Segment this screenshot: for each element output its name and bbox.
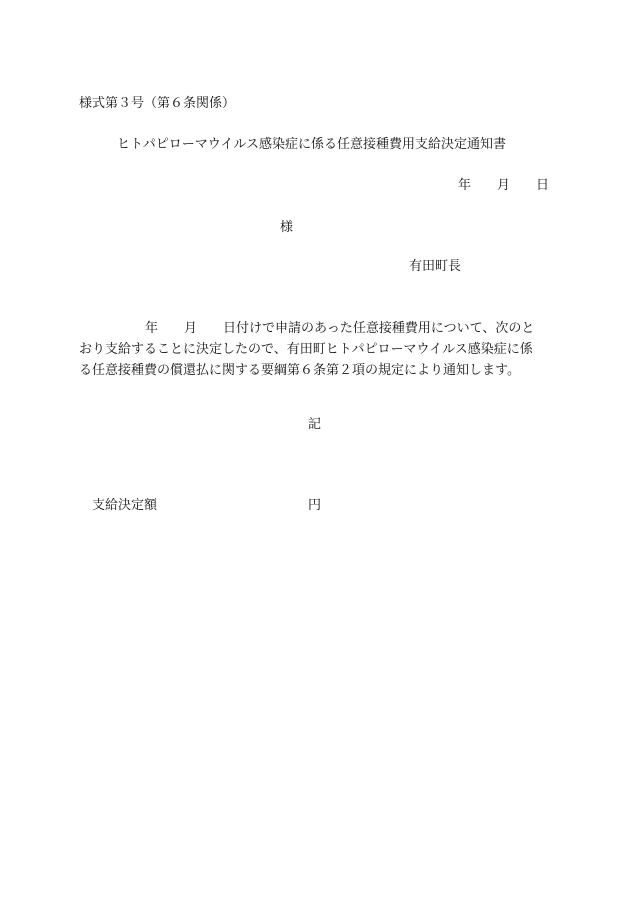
amount-unit: 円	[308, 498, 322, 513]
notice-body-line-1	[79, 318, 549, 339]
amount-line	[92, 498, 321, 514]
notice-body	[79, 318, 549, 381]
body-year: 年	[145, 321, 159, 336]
date-day: 日	[536, 178, 550, 193]
body-line1-rest: 日付けで申請のあった任意接種費用について、次のと	[223, 321, 535, 336]
amount-label: 支給決定額	[92, 498, 158, 513]
notice-body-line-3: る任意接種費の償還払に関する要綱第６条第２項の規定により通知します。	[79, 363, 520, 378]
date-year: 年	[458, 178, 472, 193]
date-line	[458, 178, 549, 194]
document-title: ヒトパピローマウイルス感染症に係る任意接種費用支給決定通知書	[117, 137, 506, 152]
date-month: 月	[497, 178, 511, 193]
notice-body-line-2: おり支給することに決定したので、有田町ヒトパピローマウイルス感染症に係	[79, 342, 533, 357]
form-number-label: 様式第３号（第６条関係）	[79, 96, 236, 111]
body-month: 月	[184, 321, 198, 336]
ki-heading: 記	[308, 417, 322, 432]
addressee-suffix: 様	[280, 220, 294, 235]
issuer-name: 有田町長	[409, 259, 462, 274]
